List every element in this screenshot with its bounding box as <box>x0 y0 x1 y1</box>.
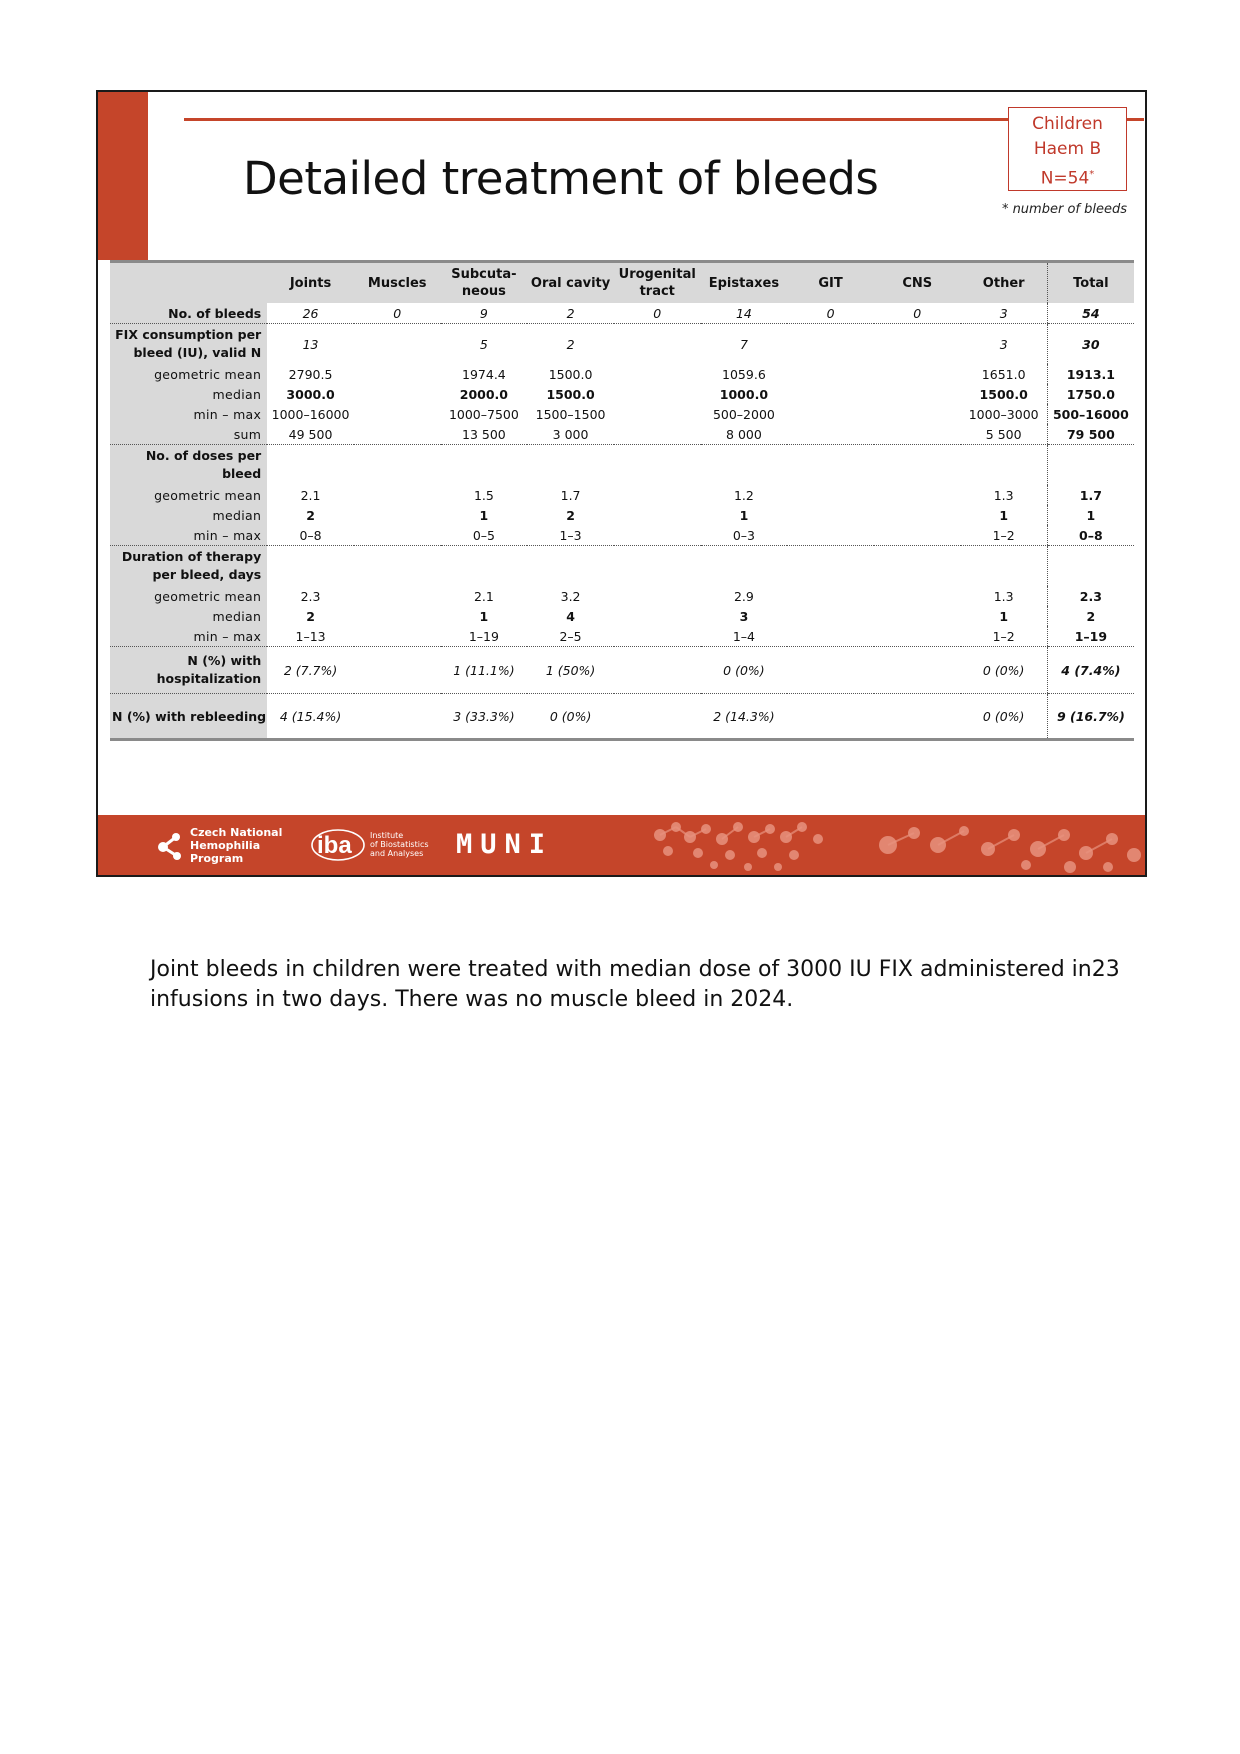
table-cell: 13 500 <box>441 424 528 445</box>
row-label: min – max <box>110 404 267 424</box>
table-cell <box>787 525 874 546</box>
table-cell <box>874 626 961 647</box>
table-cell: 0 (0%) <box>701 647 788 694</box>
table-cell: 3 (33.3%) <box>441 694 528 740</box>
badge-n: N=54 <box>1040 168 1090 189</box>
table-cell <box>354 485 441 505</box>
total-cell: 54 <box>1047 303 1134 324</box>
table-cell <box>614 485 701 505</box>
table-cell <box>354 606 441 626</box>
table-cell <box>614 694 701 740</box>
table-cell: 1 <box>479 507 489 523</box>
total-cell: 1–19 <box>1047 626 1134 647</box>
row-label: No. of bleeds <box>110 303 267 324</box>
table-cell: 1000–16000 <box>271 406 350 422</box>
badge-mark: * <box>1089 169 1095 180</box>
table-cell: 1974.4 <box>462 366 506 382</box>
table-cell <box>874 525 961 546</box>
table-cell: 2.1 <box>300 487 321 503</box>
column-header: Oral cavity <box>527 262 614 304</box>
table-header-row <box>110 262 1134 304</box>
row-label: N (%) with hospitalization <box>110 647 267 694</box>
table-cell: 1000.0 <box>719 386 769 402</box>
table-cell <box>614 525 701 546</box>
table-cell: 3000.0 <box>286 386 335 402</box>
row-label: sum <box>110 424 267 445</box>
total-cell: 30 <box>1047 324 1134 365</box>
table-cell <box>787 546 874 587</box>
table-cell: 5 500 <box>961 424 1048 445</box>
table-cell <box>527 546 614 587</box>
table-cell: 13 <box>302 336 319 352</box>
row-label: median <box>110 505 267 525</box>
table-cell <box>787 384 874 404</box>
table-cell <box>787 424 874 445</box>
table-cell <box>614 606 701 626</box>
table-cell <box>614 404 701 424</box>
table-row <box>110 586 1134 606</box>
table-cell: 2000.0 <box>459 386 509 402</box>
table-cell <box>874 424 961 445</box>
column-header: Total <box>1047 262 1134 304</box>
row-label: FIX consumption per bleed (IU), valid N <box>110 324 267 365</box>
table-cell <box>614 424 701 445</box>
table-cell <box>354 626 441 647</box>
table-cell: 2 <box>306 507 315 523</box>
table-row <box>110 303 1134 324</box>
iba-line: Institute <box>370 830 404 840</box>
column-header: CNS <box>874 262 961 304</box>
table-cell: 4 (15.4%) <box>267 694 354 740</box>
badge-line3 <box>1009 162 1126 192</box>
table-cell: 5 <box>479 336 488 352</box>
table-cell: 0 <box>787 303 874 324</box>
table-row <box>110 647 1134 694</box>
table-cell <box>354 324 441 365</box>
table-cell: 1–19 <box>441 626 528 647</box>
table-cell: 1 (11.1%) <box>441 647 528 694</box>
table-cell <box>874 384 961 404</box>
muni-logo: MUNI <box>456 829 554 860</box>
table-cell <box>787 364 874 384</box>
table-cell: 0 (0%) <box>961 647 1048 694</box>
column-header: Other <box>961 262 1048 304</box>
column-header: Joints <box>267 262 354 304</box>
table-cell <box>874 445 961 486</box>
column-header: GIT <box>787 262 874 304</box>
column-header: Subcuta-neous <box>441 262 528 304</box>
table-cell <box>614 384 701 404</box>
table-cell: 3.2 <box>560 588 581 604</box>
total-cell: 2 <box>1047 606 1134 626</box>
table-cell <box>874 694 961 740</box>
total-cell: 0–8 <box>1047 525 1134 546</box>
table-cell <box>354 647 441 694</box>
table-cell <box>614 505 701 525</box>
table-row <box>110 546 1134 587</box>
table-cell: 2 <box>566 336 575 352</box>
table-cell <box>614 626 701 647</box>
table-cell <box>961 445 1048 486</box>
cnhp-molecule-icon <box>156 831 186 861</box>
total-cell: 2.3 <box>1047 586 1134 606</box>
table-cell <box>354 384 441 404</box>
table-cell: 1–2 <box>961 626 1048 647</box>
iba-line: and Analyses <box>370 848 424 858</box>
table-cell: 1–2 <box>961 525 1048 546</box>
table-cell: 1.7 <box>560 487 581 503</box>
cnhp-logo <box>156 826 282 865</box>
row-label: Duration of therapy per bleed, days <box>110 546 267 587</box>
cohort-badge <box>1008 107 1127 191</box>
total-cell: 1913.1 <box>1047 364 1134 384</box>
bleeds-table <box>110 260 1134 741</box>
table-row <box>110 384 1134 404</box>
table-cell <box>701 546 788 587</box>
table-cell: 1.2 <box>733 487 754 503</box>
total-cell: 500–16000 <box>1047 404 1134 424</box>
total-cell: 79 500 <box>1047 424 1134 445</box>
total-cell: 1.7 <box>1047 485 1134 505</box>
row-label: median <box>110 606 267 626</box>
table-cell: 2 <box>527 303 614 324</box>
table-cell <box>354 586 441 606</box>
table-row <box>110 364 1134 384</box>
table-cell <box>787 445 874 486</box>
row-label: min – max <box>110 626 267 647</box>
table-cell: 2 <box>566 507 575 523</box>
table-cell: 3 <box>739 608 749 624</box>
caption-text: Joint bleeds in children were treated with median dose of 3000 IU FIX administered in23 infusions in two days. There was no muscle bleed in 2024. <box>150 957 1120 1012</box>
table-cell: 1–4 <box>701 626 788 647</box>
table-cell: 1000–3000 <box>968 406 1039 422</box>
table-cell <box>961 546 1048 587</box>
table-cell <box>441 546 528 587</box>
table-cell: 1 <box>479 608 489 624</box>
table-cell: 1500.0 <box>548 366 593 382</box>
table-cell: 1.3 <box>993 487 1014 503</box>
row-label: min – max <box>110 525 267 546</box>
table-cell: 3 <box>999 336 1008 352</box>
row-label: geometric mean <box>110 485 267 505</box>
table-cell: 2–5 <box>527 626 614 647</box>
iba-logo <box>310 825 429 863</box>
total-cell: 4 (7.4%) <box>1047 647 1134 694</box>
table-cell: 0 (0%) <box>527 694 614 740</box>
table-row <box>110 485 1134 505</box>
table-cell: 1651.0 <box>981 366 1026 382</box>
table-cell: 2.1 <box>473 588 494 604</box>
table-cell <box>787 586 874 606</box>
table-cell: 7 <box>739 336 748 352</box>
table-cell: 1500.0 <box>546 386 595 402</box>
table-cell <box>701 445 788 486</box>
table-cell <box>527 445 614 486</box>
table-cell: 1.5 <box>473 487 494 503</box>
table-row <box>110 505 1134 525</box>
table-cell <box>354 546 441 587</box>
row-label: No. of doses per bleed <box>110 445 267 486</box>
table-cell: 0 <box>614 303 701 324</box>
table-cell <box>614 647 701 694</box>
table-cell <box>874 324 961 365</box>
table-cell <box>874 546 961 587</box>
table-cell <box>787 485 874 505</box>
table-row <box>110 525 1134 546</box>
table-row <box>110 324 1134 365</box>
table-row <box>110 445 1134 486</box>
table-cell: 2 <box>306 608 315 624</box>
table-cell <box>874 647 961 694</box>
table-cell <box>787 694 874 740</box>
row-label: geometric mean <box>110 586 267 606</box>
table-cell <box>874 505 961 525</box>
molecule-pattern-decoration <box>638 815 1147 875</box>
slide-title: Detailed treatment of bleeds <box>243 152 879 205</box>
table-cell: 1500–1500 <box>535 406 606 422</box>
cnhp-line: Czech National <box>190 826 283 839</box>
table-cell: 26 <box>267 303 354 324</box>
table-cell <box>614 586 701 606</box>
table-cell: 4 <box>566 608 575 624</box>
table-cell: 0–5 <box>441 525 528 546</box>
slide-footer <box>98 815 1147 875</box>
table-cell: 1–3 <box>527 525 614 546</box>
table-cell: 1 <box>999 507 1009 523</box>
table-cell <box>874 404 961 424</box>
table-cell: 14 <box>701 303 788 324</box>
header-blank <box>110 262 267 304</box>
cnhp-line: Program <box>190 852 244 865</box>
table-row <box>110 424 1134 445</box>
table-cell: 500–2000 <box>712 406 775 422</box>
table-cell: 1 <box>999 608 1009 624</box>
table-cell <box>614 445 701 486</box>
table-cell: 2.9 <box>733 588 754 604</box>
table-cell <box>874 485 961 505</box>
table-cell: 2.3 <box>300 588 321 604</box>
table-cell <box>787 626 874 647</box>
cnhp-line: Hemophilia <box>190 839 261 852</box>
table-cell <box>441 445 528 486</box>
table-cell <box>354 525 441 546</box>
row-label: geometric mean <box>110 364 267 384</box>
row-label: median <box>110 384 267 404</box>
slide <box>96 90 1147 877</box>
footnote: * number of bleeds <box>1001 202 1127 217</box>
table-cell: 1500.0 <box>979 386 1028 402</box>
column-header: Urogenital tract <box>614 262 701 304</box>
table-cell: 1 (50%) <box>527 647 614 694</box>
table-cell <box>787 404 874 424</box>
table-cell <box>874 586 961 606</box>
table-cell: 1059.6 <box>722 366 766 382</box>
table-cell: 49 500 <box>267 424 354 445</box>
table-cell: 1000–7500 <box>448 406 519 422</box>
table-cell: 2 (7.7%) <box>267 647 354 694</box>
table-row <box>110 404 1134 424</box>
table-cell <box>874 606 961 626</box>
table-cell: 0–3 <box>701 525 788 546</box>
iba-line: of Biostatistics <box>370 839 429 849</box>
bleeds-table-wrap <box>110 260 1134 741</box>
table-cell: 3 000 <box>527 424 614 445</box>
table-cell: 9 <box>441 303 528 324</box>
accent-bar <box>98 92 148 260</box>
table-cell <box>614 364 701 384</box>
table-cell: 3 <box>961 303 1048 324</box>
table-cell <box>354 424 441 445</box>
table-cell <box>787 505 874 525</box>
table-row <box>110 626 1134 647</box>
iba-logo-mark <box>310 825 368 863</box>
table-cell: 0 <box>874 303 961 324</box>
table-cell: 8 000 <box>701 424 788 445</box>
table-row <box>110 694 1134 740</box>
table-cell <box>354 505 441 525</box>
table-cell: 2 (14.3%) <box>701 694 788 740</box>
total-cell <box>1047 546 1134 587</box>
table-cell <box>787 324 874 365</box>
total-cell: 1 <box>1047 505 1134 525</box>
total-cell: 1750.0 <box>1047 384 1134 404</box>
table-cell: 2790.5 <box>288 366 333 382</box>
table-cell <box>354 445 441 486</box>
table-row <box>110 606 1134 626</box>
table-cell <box>354 404 441 424</box>
table-cell: 0–8 <box>267 525 354 546</box>
row-label: N (%) with rebleeding <box>110 694 267 740</box>
table-cell: 0 (0%) <box>961 694 1048 740</box>
table-cell <box>354 694 441 740</box>
iba-logo-text: iba <box>317 832 352 859</box>
table-cell <box>267 445 354 486</box>
table-cell <box>354 364 441 384</box>
table-cell <box>614 546 701 587</box>
badge-line1: Children <box>1032 114 1103 134</box>
table-cell <box>787 647 874 694</box>
badge-line2: Haem B <box>1033 139 1102 159</box>
table-cell <box>874 364 961 384</box>
table-cell <box>787 606 874 626</box>
column-header: Muscles <box>354 262 441 304</box>
table-cell: 0 <box>354 303 441 324</box>
column-header: Epistaxes <box>701 262 788 304</box>
total-cell: 9 (16.7%) <box>1047 694 1134 740</box>
table-cell: 1 <box>739 507 749 523</box>
table-cell: 1–13 <box>267 626 354 647</box>
table-cell <box>614 324 701 365</box>
table-cell: 1.3 <box>993 588 1014 604</box>
top-line <box>184 118 1144 121</box>
total-cell <box>1047 445 1134 486</box>
table-cell <box>267 546 354 587</box>
